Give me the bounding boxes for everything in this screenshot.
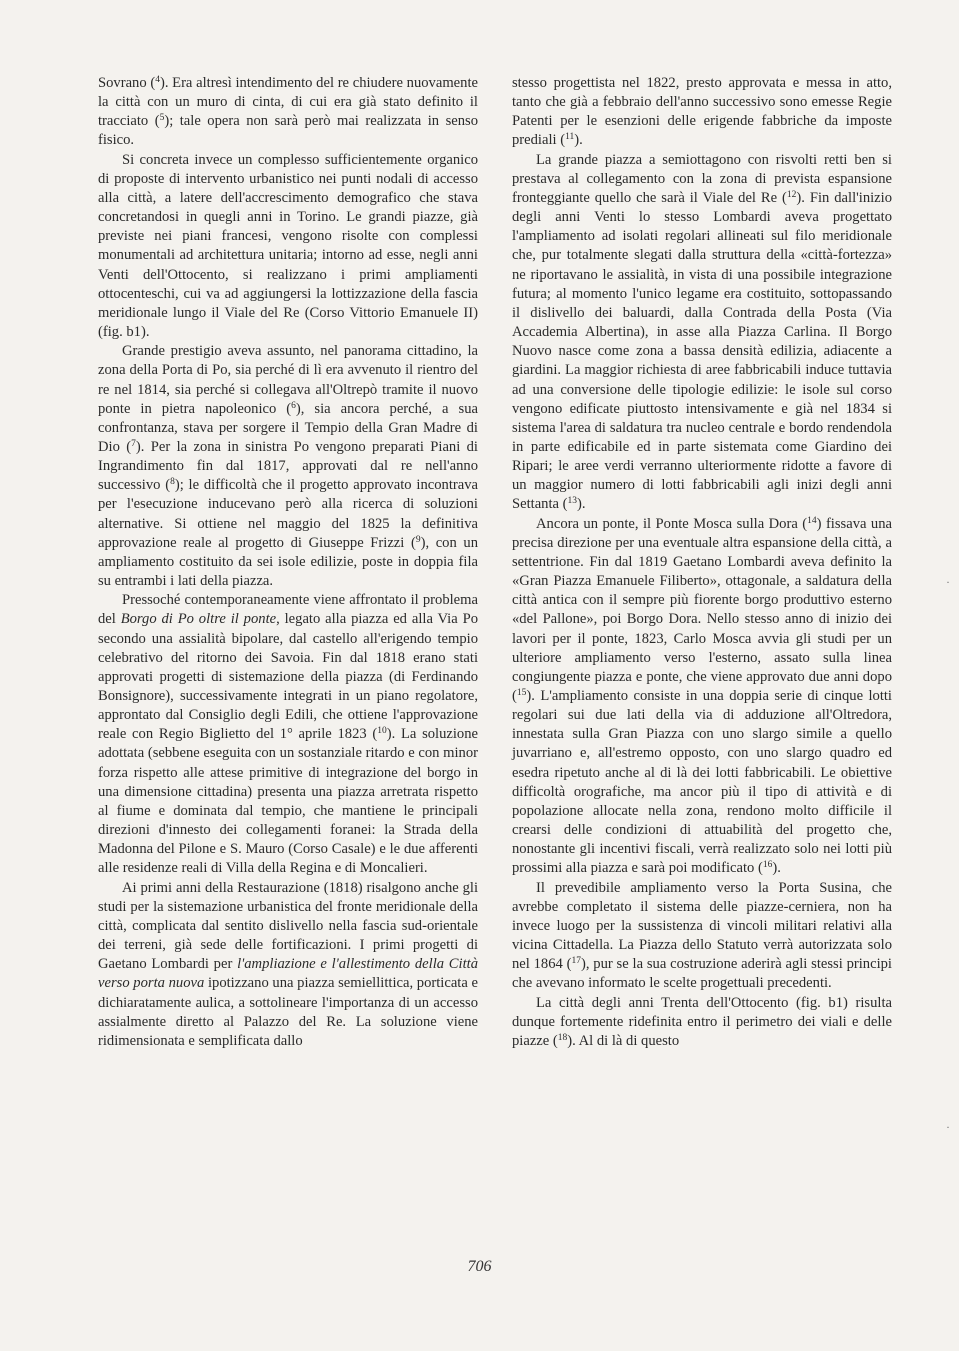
margin-mark: ·: [946, 1120, 950, 1134]
right-text-column: [512, 74, 892, 1051]
paragraph: stesso progettista nel 1822, presto approvata e messa in atto, tanto che già a febbraio dell'anno successivo sono emesse Regie Patenti per le esenzioni delle erigende fabbriche da imposte prediali ($^{11}$).: [512, 75, 892, 149]
paragraph: La grande piazza a semiottagono con risvolti retti ben si prestava al collegamento con la zona di prevista espansione fronteggiante quello che sarà il Viale del Re ($^{12}$). Fin dall'inizio degli anni Venti lo stesso Lombardi aveva progettato l'ampliamento ad isolati regolari allineati sul filo meridionale che, pur totalmente slegati dalla struttura della «città-fortezza» ne riportavano le assialità, in vista di una possibile integrazione futura; al momento l'unico legame era costituito, sottopassando il dislivello dei baluardi, dalla Contrada della Posta (Via Accademia Albertina), in asse alla Piazza Carlina. Il Borgo Nuovo nasce come zona a bassa densità edilizia, adiacente a giardini. La maggior richiesta di aree fabbricabili induce tuttavia ad una conversione delle tipologie edilizie: le isole sul corso vengono edificate piuttosto intensivamente e già nel 1834 si sistema l'area di saldatura tra nucleo centrale e bordo rendendola in parte edificabile ed in parte sistemata come Giardino dei Ripari; le aree verdi verranno ulteriormente ridotte a favore di un maggior numero di lotti fabbricabili agli inizi degli anni Settanta ($^{13}$).: [512, 151, 892, 513]
paragraph: Grande prestigio aveva assunto, nel panorama cittadino, la zona della Porta di Po, sia perché di lì era avvenuto il rientro del re nel 1814, sia perché si collegava all'Oltrepò tramite il nuovo ponte in pietra napoleonico ($^6$), sia ancora perché, a sua confrontanza, stava per sorgere il Tempio della Gran Madre di Dio ($^7$). Per la zona in sinistra Po vengono preparati Piani di Ingrandimento fin dal 1817, approvati dal re nell'anno successivo ($^8$); le difficoltà che il progetto approvato incontrava per l'esecuzione inducevano però alla ricerca di soluzioni alternative. Si ottiene nel maggio del 1825 la definitiva approvazione reale al progetto di Giuseppe Frizzi ($^9$), con un ampliamento costituito da sei isole edilizie, poste in doppia fila su entrambi i lati della piazza.: [98, 343, 478, 590]
margin-mark: ·: [946, 575, 950, 589]
paragraph: Pressoché contemporaneamente viene affrontato il problema del Borgo di Po oltre il ponte, legato alla piazza ed alla Via Po secondo una assialità bipolare, dal castello all'erigendo tempio celebrativo del ritorno dei Savoia. Fin dal 1818 erano stati approvati progetti di sistemazione della piazza (di Ferdinando Bonsignore), successivamente integrati in un piano regolatore, approntato dal Consiglio degli Edili, che ottiene l'approvazione reale con Regio Biglietto del 1° aprile 1823 ($^{10}$). La soluzione adottata (sebbene eseguita con un sostanziale ritardo e con minor forza rispetto alle attese primitive di integrazione del borgo in una dimensione cittadina) presenta una piazza arretrata rispetto al fiume e dominata dal tempio, che mantiene le principali direzioni d'innesto dei collegamenti foranei: la Strada della Madonna del Pilone e S. Mauro (Corso Casale) e le due afferenti alle residenze reali di Villa della Regina e di Moncalieri.: [98, 592, 478, 877]
left-text-column: [98, 74, 478, 1051]
paragraph: Ancora un ponte, il Ponte Mosca sulla Dora ($^{14}$) fissava una precisa direzione per una eventuale altra espansione della città, a settentrione. Fin dal 1819 Gaetano Lombardi aveva definito la «Gran Piazza Emanuele Filiberto», ottagonale, a saldatura della città antica con il sempre più fiorente borgo produttivo esterno «del Pallone», poi Borgo Dora. Nello stesso anno di inizio dei lavori per il ponte, 1823, Carlo Mosca avvia gli studi per un ulteriore ampliamento verso l'esterno, assato sulla linea congiungente piazza e ponte, che viene approvato due anni dopo ($^{15}$). L'ampliamento consiste in una doppia serie di cinque lotti regolari sui due lati della via di adduzione all'Oltredora, innestata sulla Gran Piazza con uno slargo simile a quello juvarriano e, all'estremo opposto, con uno slargo quadro ed esedra ripetuto anche al di là dei lotti fabbricabili. Le obiettive difficoltà orografiche, ma ancor più il tipo di attività e di popolazione allocate nella zona, rendono molto difficile il crearsi delle condizioni di attuabilità del progetto che, nonostante gli incentivi fiscali, verrà realizzato solo nei lotti più prossimi alla piazza e sarà poi modificato ($^{16}$).: [512, 515, 892, 877]
paragraph: Ai primi anni della Restaurazione (1818) risalgono anche gli studi per la sistemazione urbanistica del fronte meridionale della città, complicata dal sentito dislivello nella fascia sud-orientale dei terreni, già sede delle fortificazioni. I primi progetti di Gaetano Lombardi per l'ampliazione e l'allestimento della Città verso porta nuova ipotizzano una piazza semiellittica, porticata e dichiaratamente aulica, a sottolineare l'importanza di un accesso assialmente diretto al Palazzo del Re. La soluzione viene ridimensionata e semplificata dallo: [98, 879, 478, 1049]
paragraph: La città degli anni Trenta dell'Ottocento (fig. b1) risulta dunque fortemente ridefinita entro il perimetro dei viali e delle piazze ($^{18}$). Al di là di questo: [512, 994, 892, 1049]
paragraph: Il prevedibile ampliamento verso la Porta Susina, che avrebbe completato il sistema delle piazze-cerniera, non ha invece luogo per la sussistenza di vincoli militari relativi alla vicina Cittadella. La Piazza dello Statuto verrà autorizzata solo nel 1864 ($^{17}$), pur se la sua costruzione aderirà agli stessi principi che avevano informato le scelte progettuali precedenti.: [512, 879, 892, 992]
paragraph: Sovrano ($^4$). Era altresì intendimento del re chiudere nuovamente la città con un muro di cinta, di cui era già stato definito il tracciato ($^5$); tale opera non sarà però mai realizzata in senso fisico.: [98, 75, 479, 149]
paragraph: Si concreta invece un complesso sufficientemente organico di proposte di intervento urbanistico nei punti nodali di accesso alla città, a latere dell'accrescimento demografico che stava concretandosi in quegli anni in Torino. Le grandi piazze, già previste nei piani francesi, vengono risolte con complessi monumentali ad architettura unitaria; intorno ad esse, negli anni Venti dell'Ottocento, si realizzano i primi ampliamenti ottocenteschi, cui va ad aggiungersi la lottizzazione della fascia meridionale lungo il Viale del Re (Corso Vittorio Emanuele II) (fig. b1).: [98, 151, 478, 341]
page-number: 706: [467, 1258, 492, 1275]
